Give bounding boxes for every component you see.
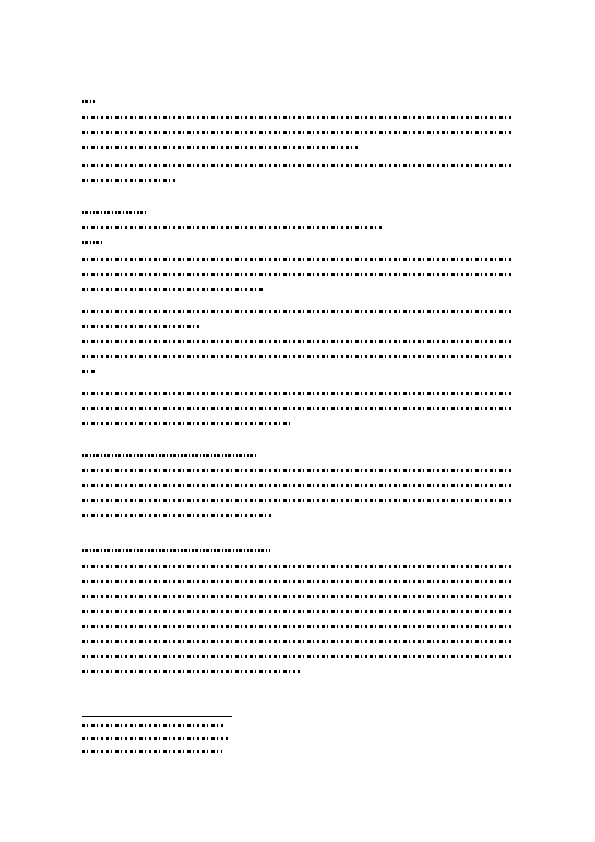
section-b-paragraph-1 [82,258,514,303]
text-line [82,469,514,472]
section-b-heading-block [82,211,514,256]
section-b-paragraph-3 [82,340,514,385]
text-line [82,164,514,167]
text-line [82,116,514,119]
subheading [82,241,514,244]
text-line [82,131,514,134]
text-line [82,273,514,276]
text-line [82,670,514,673]
footnotes [82,724,514,763]
text-line [82,258,514,261]
section-d-heading-block [82,549,514,564]
text-line [82,407,514,410]
footnote-line [82,750,514,753]
text-line [82,640,514,643]
section-c-heading [82,454,514,457]
footnote-line [82,724,514,727]
text-line [82,484,514,487]
text-line [82,499,514,502]
section-c-heading-block [82,454,514,469]
intro-paragraph-2 [82,164,514,194]
text-line [82,565,514,568]
text-line [82,310,514,313]
text-line [82,514,514,517]
text-line [82,355,514,358]
text-line [82,610,514,613]
section-c-paragraph [82,469,514,529]
section-d-heading [82,549,514,552]
section-b-heading [82,211,514,214]
footnote-separator [82,716,232,717]
section-b-paragraph-2 [82,310,514,340]
section-d-paragraph [82,565,514,685]
text-line [82,392,514,395]
text-line [82,146,514,149]
text-line [82,625,514,628]
text-line [82,580,514,583]
text-line [82,325,514,328]
text-line [82,288,514,291]
text-line [82,370,514,373]
text-line [82,179,514,182]
section-b-paragraph-4 [82,392,514,437]
intro-paragraph-1 [82,116,514,161]
intro-heading [82,100,514,103]
text-line [82,422,514,425]
text-line [82,655,514,658]
intro-heading-block [82,100,514,115]
text-line [82,340,514,343]
text-line [82,595,514,598]
footnote-line [82,737,514,740]
text-line [82,226,514,229]
